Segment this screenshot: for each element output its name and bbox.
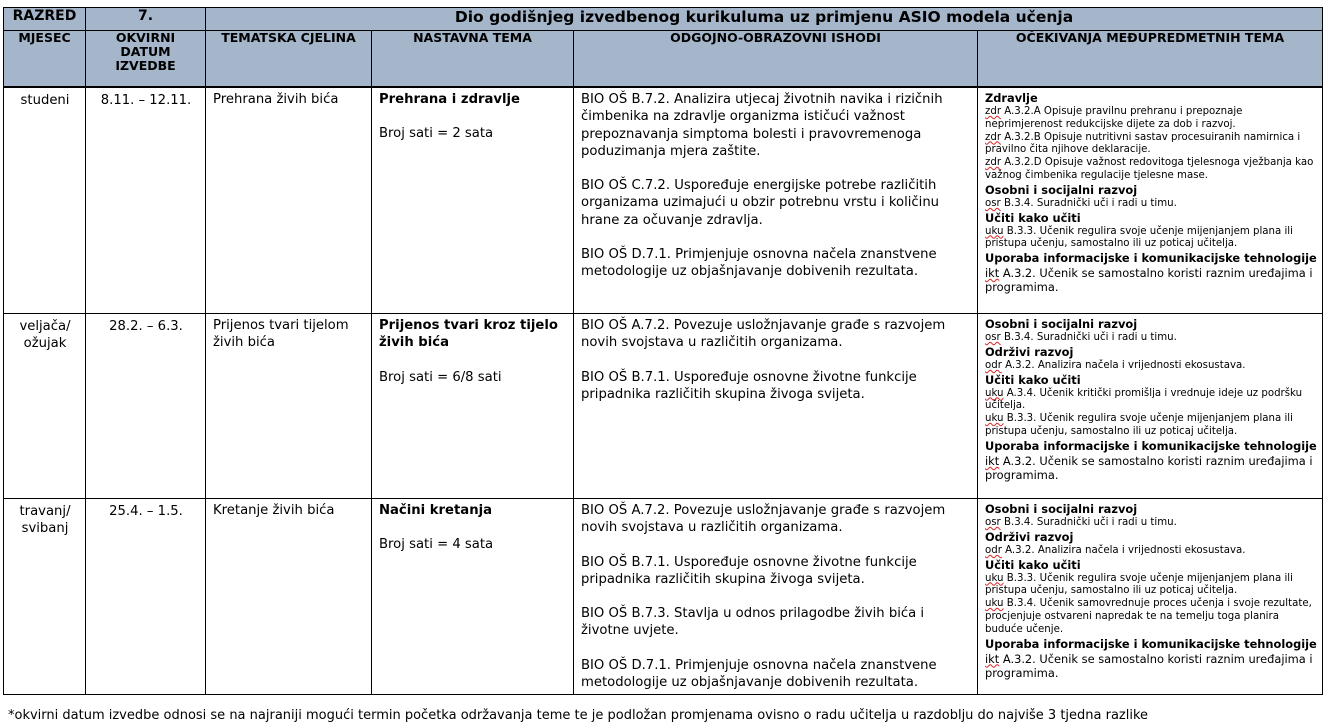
ocekivanja-heading: Uporaba informacijske i komunikacijske tehnologije bbox=[985, 636, 1317, 651]
ishod-item: BIO OŠ B.7.1. Uspoređuje osnovne životne funkcije pripadnika različitih skupina živoga svijeta. bbox=[581, 369, 917, 402]
ocekivanja-heading: Osobni i socijalni razvoj bbox=[985, 182, 1138, 197]
col-header-ishodi: ODGOJNO-OBRAZOVNI ISHODI bbox=[574, 31, 978, 87]
ocekivanja-text: B.3.3. Učenik regulira svoje učenje mijenjanjem plana ili pristupa učenju, samostalno ili uz poticaj učitelja. bbox=[985, 572, 1293, 597]
ocekivanja-text: A.3.2. Analizira načela i vrijednosti ekosustava. bbox=[1001, 544, 1246, 556]
ocekivanja-code: ikt bbox=[985, 651, 1000, 666]
ishod-item: BIO OŠ B.7.1. Uspoređuje osnovne životne funkcije pripadnika različitih skupina živoga svijeta. bbox=[581, 554, 917, 587]
cell-ocekivanja bbox=[978, 499, 1323, 695]
ocekivanja-heading: Učiti kako učiti bbox=[985, 557, 1081, 572]
ocekivanja-heading: Zdravlje bbox=[985, 91, 1038, 105]
ocekivanja-code: odr bbox=[985, 359, 1002, 371]
cell-ocekivanja bbox=[978, 314, 1323, 499]
ocekivanja-heading: Održivi razvoj bbox=[985, 529, 1074, 544]
ocekivanja-code: uku bbox=[985, 572, 1004, 584]
ocekivanja-heading: Osobni i socijalni razvoj bbox=[985, 502, 1138, 516]
ocekivanja-item bbox=[985, 132, 1318, 158]
ocekivanja-item bbox=[985, 226, 1318, 252]
ocekivanja-text: A.3.4. Učenik kritički promišlja i vrednuje ideje uz podršku učitelja. bbox=[985, 387, 1303, 412]
table-row bbox=[4, 88, 1323, 314]
ocekivanja-item bbox=[985, 454, 1318, 482]
cell-datum: 25.4. – 1.5. bbox=[86, 499, 206, 695]
cell-ishodi bbox=[574, 88, 978, 314]
cell-tema bbox=[372, 88, 574, 314]
ocekivanja-heading: Uporaba informacijske i komunikacijske tehnologije bbox=[985, 438, 1317, 453]
ocekivanja-heading: Uporaba informacijske i komunikacijske tehnologije bbox=[985, 251, 1317, 266]
ishod-item: BIO OŠ A.7.2. Povezuje usložnjavanje građe s razvojem novih svojstava u različitih organizama. bbox=[581, 503, 946, 536]
cell-ishodi bbox=[574, 499, 978, 695]
ocekivanja-item bbox=[985, 413, 1318, 439]
ocekivanja-code: osr bbox=[985, 197, 1001, 209]
ocekivanja-text: A.3.2. Učenik se samostalno koristi raznim uređajima i programima. bbox=[985, 266, 1313, 295]
ocekivanja-item bbox=[985, 157, 1318, 183]
table-row bbox=[4, 314, 1323, 499]
ocekivanja-text: B.3.4. Suradnički uči i radi u timu. bbox=[1000, 197, 1177, 209]
ocekivanja-text: A.3.2. Analizira načela i vrijednosti ekosustava. bbox=[1001, 359, 1246, 371]
ocekivanja-text: A.3.2.B Opisuje nutritivni sastav procesuiranih namirnica i pravilno čita njihove deklaracije. bbox=[985, 131, 1301, 156]
curriculum-body bbox=[3, 87, 1323, 695]
footnote: *okvirni datum izvedbe odnosi se na najraniji mogući termin početka održavanja teme te je podložan promjenama ovisno o radu učitelja u razdoblju do najviše 3 tjedna razlike bbox=[8, 708, 1149, 723]
ocekivanja-code: ikt bbox=[985, 453, 1000, 468]
cell-datum: 28.2. – 6.3. bbox=[86, 314, 206, 499]
ocekivanja-code: ikt bbox=[985, 266, 1000, 281]
ocekivanja-item bbox=[985, 360, 1318, 373]
ocekivanja-code: uku bbox=[985, 413, 1004, 425]
ocekivanja-item bbox=[985, 545, 1318, 558]
ocekivanja-code: uku bbox=[985, 225, 1004, 237]
cell-tema bbox=[372, 499, 574, 695]
ocekivanja-code: osr bbox=[985, 332, 1001, 343]
ocekivanja-code: zdr bbox=[985, 131, 1002, 143]
ocekivanja-item bbox=[985, 598, 1318, 636]
ocekivanja-item bbox=[985, 266, 1318, 294]
tema-title: Načini kretanja bbox=[379, 503, 493, 518]
ocekivanja-code: zdr bbox=[985, 106, 1002, 117]
ocekivanja-item bbox=[985, 573, 1318, 599]
ocekivanja-code: osr bbox=[985, 517, 1001, 528]
ocekivanja-text: B.3.3. Učenik regulira svoje učenje mijenjanjem plana ili pristupa učenju, samostalno ili uz poticaj učitelja. bbox=[985, 225, 1293, 250]
ocekivanja-heading: Učiti kako učiti bbox=[985, 210, 1081, 225]
ocekivanja-code: zdr bbox=[985, 157, 1002, 169]
cell-ishodi bbox=[574, 314, 978, 499]
ocekivanja-heading: Osobni i socijalni razvoj bbox=[985, 317, 1138, 331]
col-header-ocekivanja: OČEKIVANJA MEĐUPREDMETNIH TEMA bbox=[978, 31, 1323, 87]
col-header-cjelina: TEMATSKA CJELINA bbox=[206, 31, 372, 87]
tema-title: Prehrana i zdravlje bbox=[379, 92, 520, 107]
broj-sati: Broj sati = 4 sata bbox=[379, 537, 494, 553]
table-row bbox=[4, 499, 1323, 695]
ocekivanja-item bbox=[985, 106, 1318, 132]
ishod-item: BIO OŠ B.7.3. Stavlja u odnos prilagodbe živih bića i životne uvjete. bbox=[581, 606, 925, 639]
razred-label: RAZRED bbox=[4, 8, 86, 31]
ocekivanja-code: uku bbox=[985, 387, 1004, 399]
cell-mjesec: veljača/ ožujak bbox=[4, 314, 86, 499]
broj-sati: Broj sati = 6/8 sati bbox=[379, 369, 502, 385]
ishod-item: BIO OŠ C.7.2. Uspoređuje energijske potrebe različitih organizama uzimajući u obzir potrebnu vrstu i količinu hrane za očuvanje zdravlja. bbox=[581, 178, 940, 228]
cell-mjesec: travanj/ svibanj bbox=[4, 499, 86, 695]
ocekivanja-item bbox=[985, 517, 1318, 530]
cell-cjelina: Prijenos tvari tijelom živih bića bbox=[206, 314, 372, 499]
header-row-columns bbox=[4, 31, 1323, 87]
cell-datum: 8.11. – 12.11. bbox=[86, 88, 206, 314]
ocekivanja-item bbox=[985, 198, 1318, 211]
cell-tema bbox=[372, 314, 574, 499]
col-header-mjesec: MJESEC bbox=[4, 31, 86, 87]
ocekivanja-text: A.3.2.A Opisuje pravilnu prehranu i prepoznaje neprimjerenost redukcijske dijete za dob i razvoj. bbox=[985, 106, 1243, 130]
ocekivanja-item bbox=[985, 652, 1318, 680]
ocekivanja-heading: Održivi razvoj bbox=[985, 344, 1074, 359]
ocekivanja-text: B.3.4. Suradnički uči i radi u timu. bbox=[1000, 332, 1177, 343]
cell-mjesec: studeni bbox=[4, 88, 86, 314]
ocekivanja-text: B.3.4. Učenik samovrednuje proces učenja i svoje rezultate, procjenjuje ostvareni napredak te na temelju toga planira buduće učenje. bbox=[985, 598, 1312, 635]
ocekivanja-text: A.3.2.D Opisuje važnost redovitoga tjelesnoga vježbanja kao važnog čimbenika regulacije tjelesne mase. bbox=[985, 157, 1314, 181]
ishod-item: BIO OŠ A.7.2. Povezuje usložnjavanje građe s razvojem novih svojstava u različitih organizama. bbox=[581, 318, 946, 351]
header-row-top bbox=[4, 8, 1323, 31]
cell-ocekivanja bbox=[978, 88, 1323, 314]
table-title: Dio godišnjeg izvedbenog kurikuluma uz primjenu ASIO modela učenja bbox=[206, 8, 1323, 31]
curriculum-table bbox=[3, 7, 1323, 87]
ocekivanja-code: uku bbox=[985, 598, 1004, 610]
ocekivanja-text: A.3.2. Učenik se samostalno koristi raznim uređajima i programima. bbox=[985, 651, 1313, 680]
tema-title: Prijenos tvari kroz tijelo živih bića bbox=[379, 318, 558, 351]
ishod-item: BIO OŠ D.7.1. Primjenjuje osnovna načela znanstvene metodologije uz objašnjavanje dobivenih rezultata. bbox=[581, 657, 937, 691]
broj-sati: Broj sati = 2 sata bbox=[379, 126, 494, 142]
ishod-item: BIO OŠ B.7.2. Analizira utjecaj životnih navika i rizičnih čimbenika na zdravlje organizma ističući važnost prepoznavanja simptoma bolesti i pravovremenoga poduzimanja mjera zaštite. bbox=[581, 92, 943, 159]
ocekivanja-item bbox=[985, 388, 1318, 414]
cell-cjelina: Prehrana živih bića bbox=[206, 88, 372, 314]
ocekivanja-text: A.3.2. Učenik se samostalno koristi raznim uređajima i programima. bbox=[985, 453, 1313, 482]
razred-value: 7. bbox=[86, 8, 206, 31]
col-header-tema: NASTAVNA TEMA bbox=[372, 31, 574, 87]
ocekivanja-item bbox=[985, 332, 1318, 345]
ocekivanja-code: odr bbox=[985, 544, 1002, 556]
curriculum-document bbox=[3, 7, 1322, 695]
col-header-datum: OKVIRNI DATUM IZVEDBE bbox=[86, 31, 206, 87]
cell-cjelina: Kretanje živih bića bbox=[206, 499, 372, 695]
ocekivanja-heading: Učiti kako učiti bbox=[985, 372, 1081, 387]
ocekivanja-text: B.3.4. Suradnički uči i radi u timu. bbox=[1000, 517, 1177, 528]
ishod-item: BIO OŠ D.7.1. Primjenjuje osnovna načela znanstvene metodologije uz objašnjavanje dobivenih rezultata. bbox=[581, 247, 937, 280]
ocekivanja-text: B.3.3. Učenik regulira svoje učenje mijenjanjem plana ili pristupa učenju, samostalno ili uz poticaj učitelja. bbox=[985, 413, 1293, 437]
